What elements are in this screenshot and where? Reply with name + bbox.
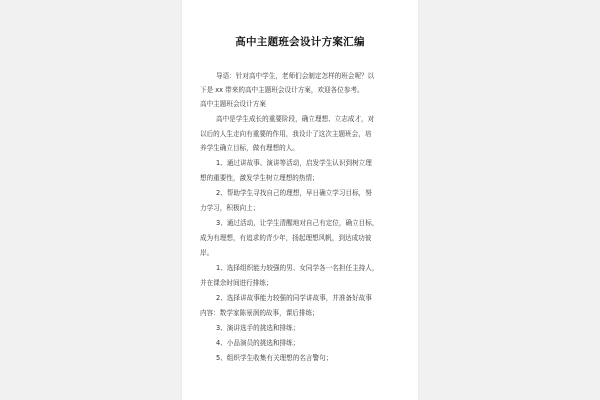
prep-4-line: 4、小品演员的挑选和排练； [216,339,300,347]
prep-1-line-1: 1、选择组织能力较强的男、女同学各一名担任主持人， [216,264,379,272]
goal-1-line-2: 想的重要性，激发学生树立理想的热情； [200,174,319,182]
prep-2-line-2: 内容：数学家陈景润的故事，课后排练； [200,309,319,317]
goal-3-line-2: 成为有理想，有追求的青少年，扬起理想风帆，到达成功彼 [200,234,372,242]
paragraph-line-3: 养学生确立目标，做有理想的人。 [200,144,299,152]
goal-2-line-1: 2、帮助学生寻找自己的理想，早日确立学习目标，努 [216,189,372,197]
paragraph-line-2: 以后的人生走向有重要的作用，我设计了这次主题班会，培 [200,130,372,138]
intro-line-2: 下是 xx 带来的高中主题班会设计方案，欢迎各位参考。 [200,86,364,94]
document-title: 高中主题班会设计方案汇编 [235,36,365,48]
prep-1-line-2: 并在课余时间进行排练； [200,279,273,287]
prep-2-line-1: 2、选择讲故事能力较强的同学讲故事，并准备好故事 [216,294,372,302]
goal-3-line-3: 岸。 [200,249,214,257]
goal-3-line-1: 3、通过活动，让学生清醒地对自己有定位，确立目标， [216,219,379,227]
document-page [182,0,418,400]
paragraph-line-1: 高中是学生成长的重要阶段，确立理想、立志成才，对 [216,115,375,123]
goal-1-line-1: 1、通过讲故事、演讲等活动，启发学生认识到树立理 [216,159,372,167]
intro-line-1: 导语：针对高中学生，老师们会制定怎样的班会呢？以 [216,72,375,80]
goal-2-line-2: 力学习，积极向上； [200,204,260,212]
prep-3-line: 3、演讲选手的挑选和排练； [216,324,300,332]
section-heading: 高中主题班会设计方案 [200,100,266,108]
prep-5-line: 5、组织学生收集有关理想的名言警句； [216,354,333,362]
